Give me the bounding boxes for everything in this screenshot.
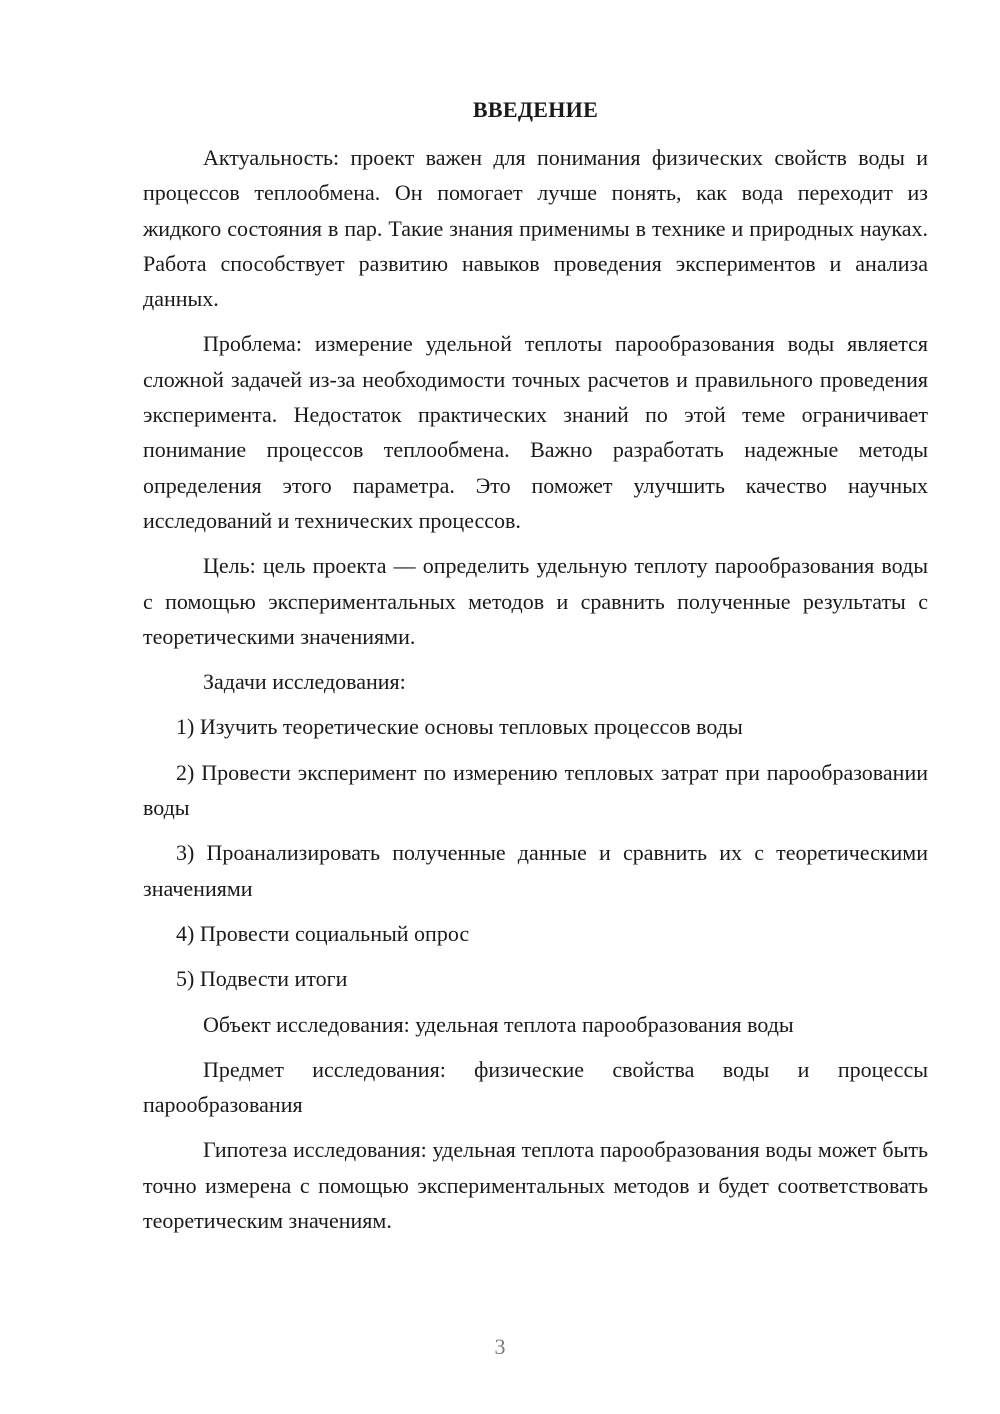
task-item-5: 5) Подвести итоги <box>176 966 348 992</box>
hypothesis-paragraph: Гипотеза исследования: удельная теплота парообразования воды может быть точно измерена с помощью экспериментальных методов и будет соответствовать теоретическим значениям. <box>143 1137 928 1234</box>
problem-paragraph: Проблема: измерение удельной теплоты парообразования воды является сложной задачей из-за необходимости точных расчетов и правильного проведения эксперимента. Недостаток практических знаний по этой теме ограничивает понимание процессов теплообмена. Важно разработать надежные методы определения этого параметра. Это поможет улучшить качество научных исследований и технических процессов. <box>143 331 928 533</box>
subject-paragraph: Предмет исследования: физические свойства воды и процессы парообразования <box>143 1056 928 1118</box>
section-title: ВВЕДЕНИЕ <box>472 97 599 122</box>
object-paragraph: Объект исследования: удельная теплота парообразования воды <box>203 1011 794 1037</box>
task-item-1: 1) Изучить теоретические основы тепловых процессов воды <box>176 714 743 740</box>
page-number: 3 <box>494 1334 506 1359</box>
task-item-4: 4) Провести социальный опрос <box>176 920 470 946</box>
task-item-2: 2) Провести эксперимент по измерению тепловых затрат при парообразовании воды <box>143 759 928 821</box>
task-item-3: 3) Проанализировать полученные данные и сравнить их с теоретическими значениями <box>143 840 928 901</box>
document-page <box>143 92 928 1238</box>
tasks-heading: Задачи исследования: <box>203 669 406 695</box>
goal-paragraph: Цель: цель проекта — определить удельную теплоту парообразования воды с помощью экспериментальных методов и сравнить полученные результаты с теоретическими значениями. <box>143 553 928 649</box>
relevance-paragraph: Актуальность: проект важен для понимания физических свойств воды и процессов теплообмена. Он помогает лучше понять, как вода переходит из жидкого состояния в пар. Такие знания применимы в технике и природных науках. Работа способствует развитию навыков проведения экспериментов и анализа данных. <box>143 145 928 312</box>
